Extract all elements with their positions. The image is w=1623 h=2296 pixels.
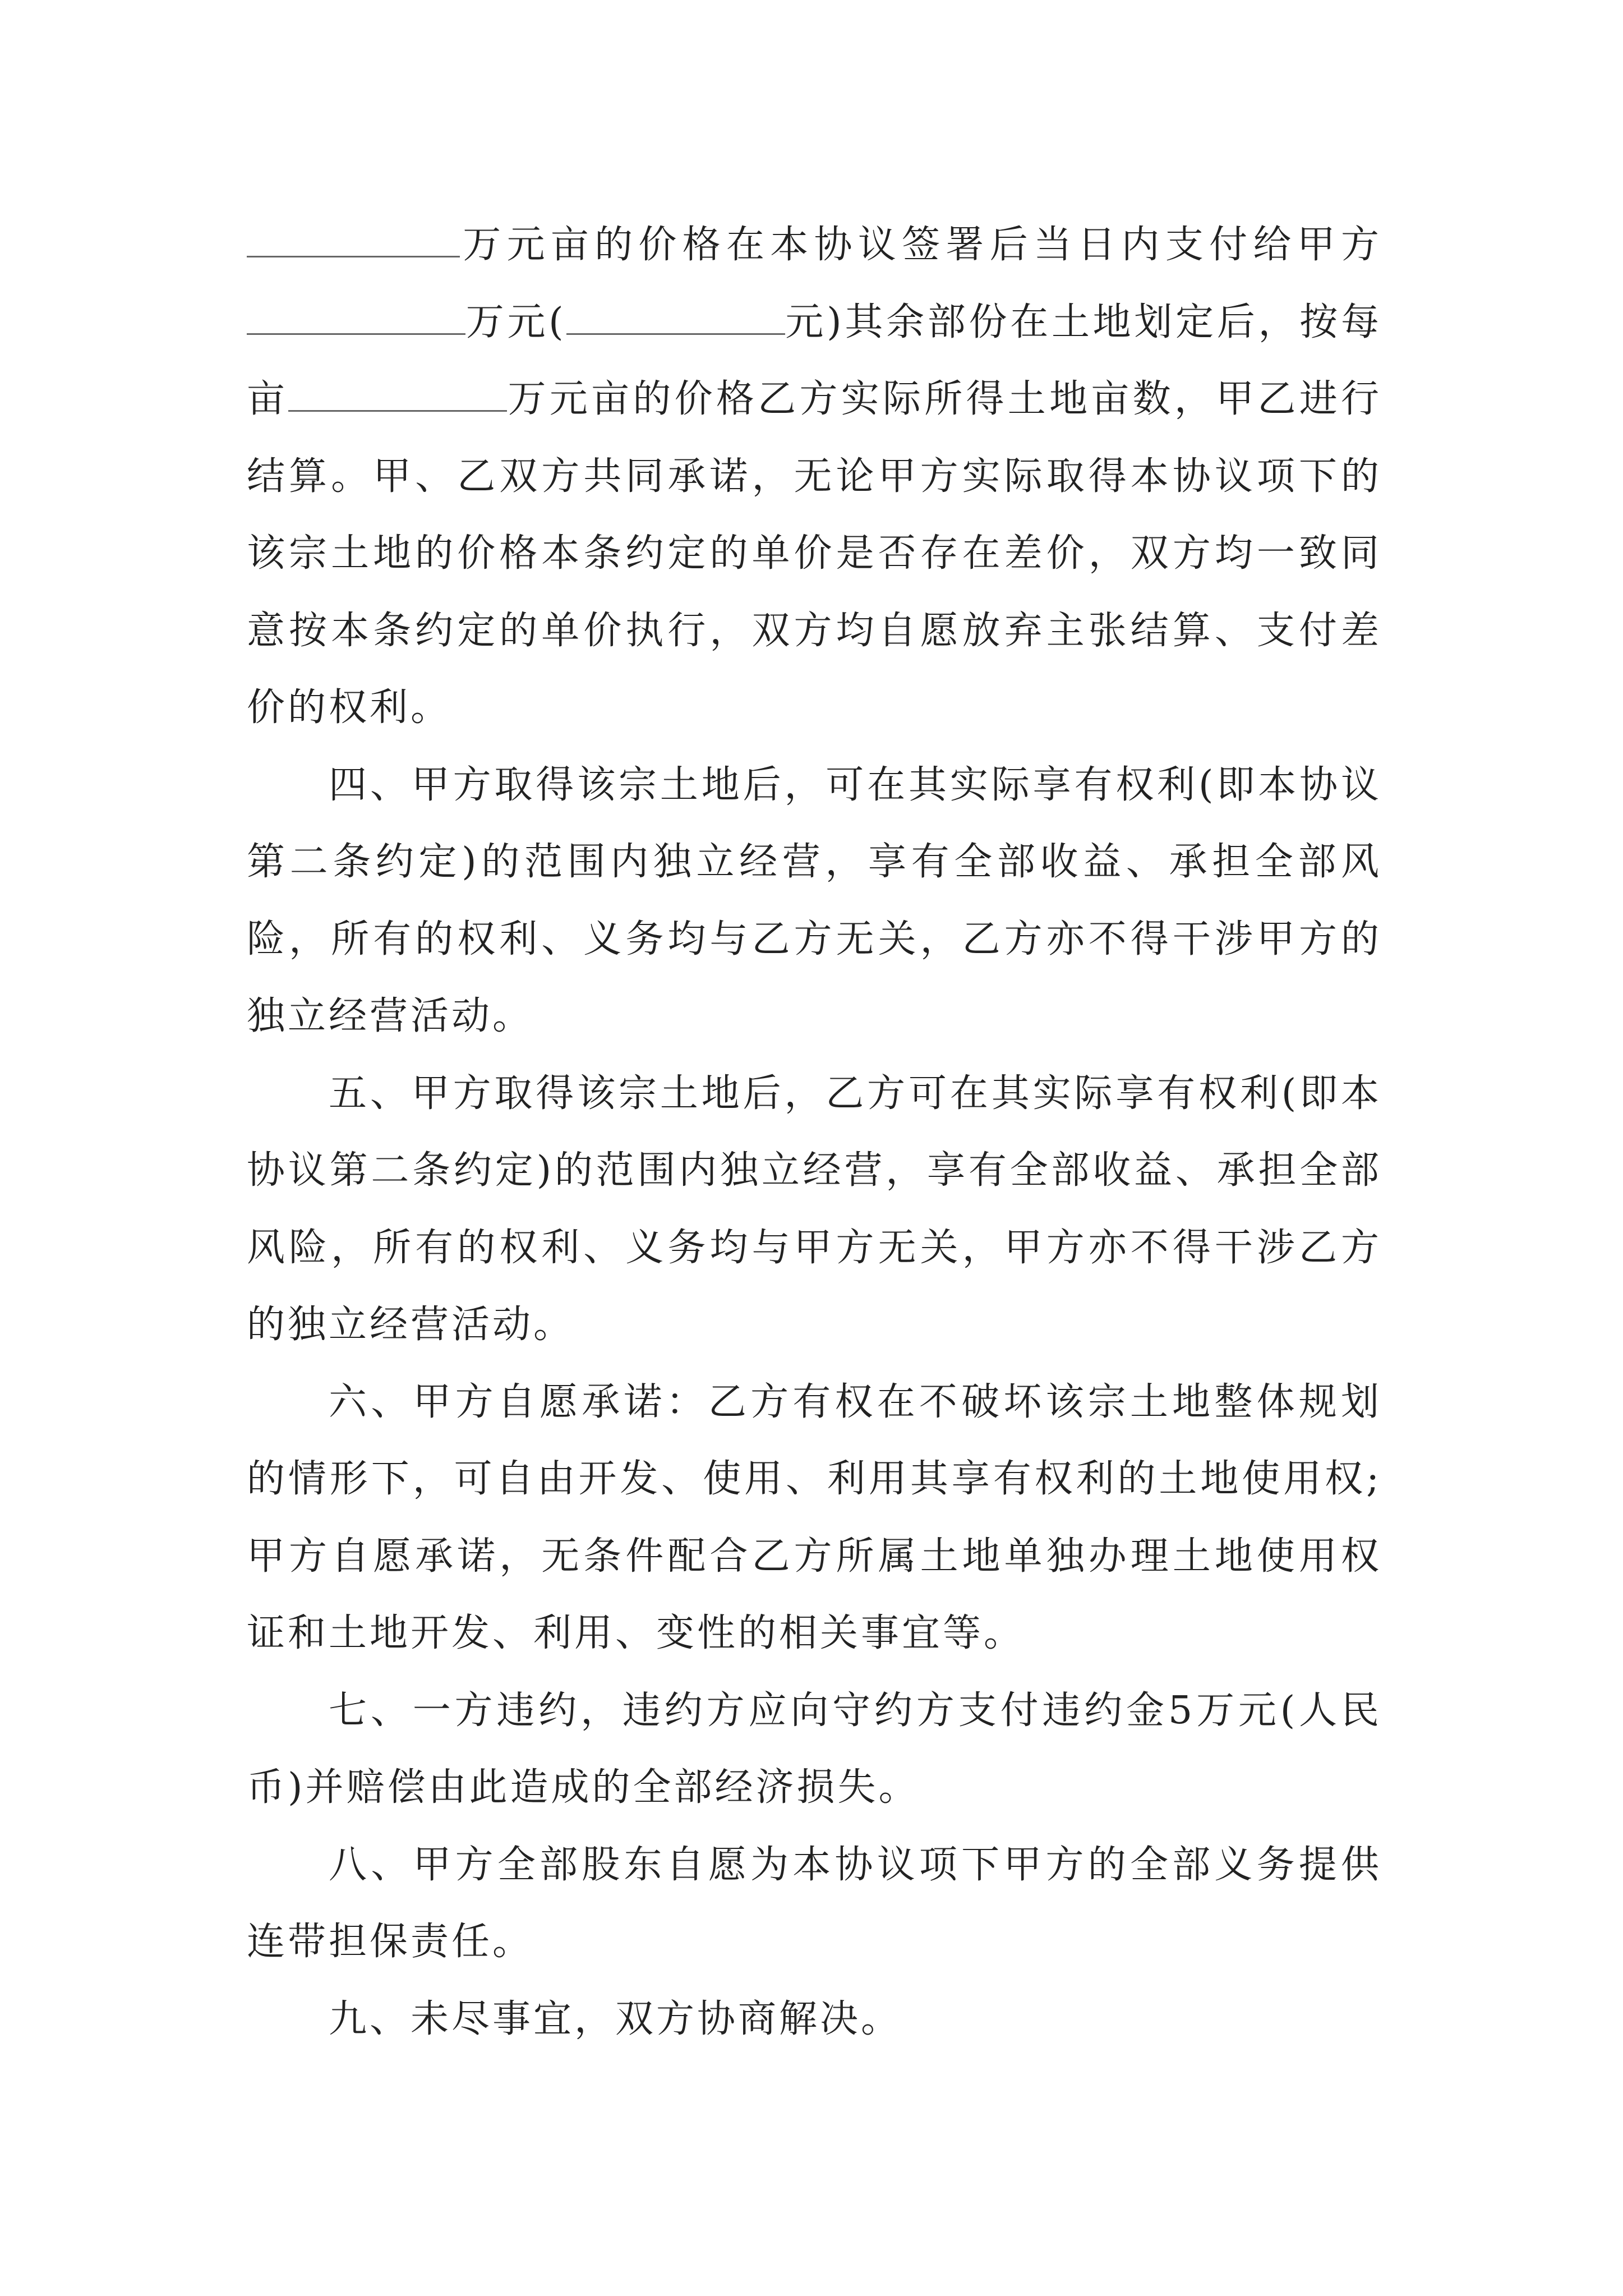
blank-field-amount <box>247 298 465 334</box>
clause-seven: 七、一方违约，违约方应向守约方支付违约金5万元(人民币)并赔偿由此造成的全部经济损失。 <box>247 1688 1382 1810</box>
clause-nine: 九、未尽事宜，双方协商解决。 <box>329 1996 902 2041</box>
paragraph-segment: 万元亩的价格在本协议签署后当日内支付给甲方 <box>460 223 1382 267</box>
paragraph-segment: 元)其余部份在土地划定后，按每亩 <box>247 300 1382 421</box>
document-body <box>247 206 1382 2058</box>
clause-five: 五、甲方取得该宗土地后，乙方可在其实际享有权利(即本协议第二条约定)的范围内独立经营，享有全部收益、承担全部风险，所有的权利、义务均与甲方无关，甲方亦不得干涉乙方的独立经营活动。 <box>247 1071 1382 1347</box>
blank-field-amount-in-words <box>566 298 785 334</box>
clause-eight: 八、甲方全部股东自愿为本协议项下甲方的全部义务提供连带担保责任。 <box>247 1842 1382 1964</box>
paragraph-segment: 万元亩的价格乙方实际所得土地亩数，甲乙进行结算。甲、乙双方共同承诺，无论甲方实际取得本协议项下的该宗土地的价格本条约定的单价是否存在差价，双方均一致同意按本条约定的单价执行，双方均自愿放弃主张结算、支付差价的权利。 <box>247 377 1382 730</box>
paragraph-payment-terms <box>247 206 1382 747</box>
blank-field-settlement-price <box>288 376 507 412</box>
paragraph-segment: 万元( <box>465 300 566 344</box>
clause-four: 四、甲方取得该宗土地后，可在其实际享有权利(即本协议第二条约定)的范围内独立经营，享有全部收益、承担全部风险，所有的权利、义务均与乙方无关，乙方亦不得干涉甲方的独立经营活动。 <box>247 762 1382 1038</box>
blank-field-price-per-mu <box>247 222 460 257</box>
clause-six: 六、甲方自愿承诺：乙方有权在不破坏该宗土地整体规划的情形下，可自由开发、使用、利用其享有权利的土地使用权;甲方自愿承诺，无条件配合乙方所属土地单独办理土地使用权证和土地开发、利用、变性的相关事宜等。 <box>247 1379 1382 1655</box>
